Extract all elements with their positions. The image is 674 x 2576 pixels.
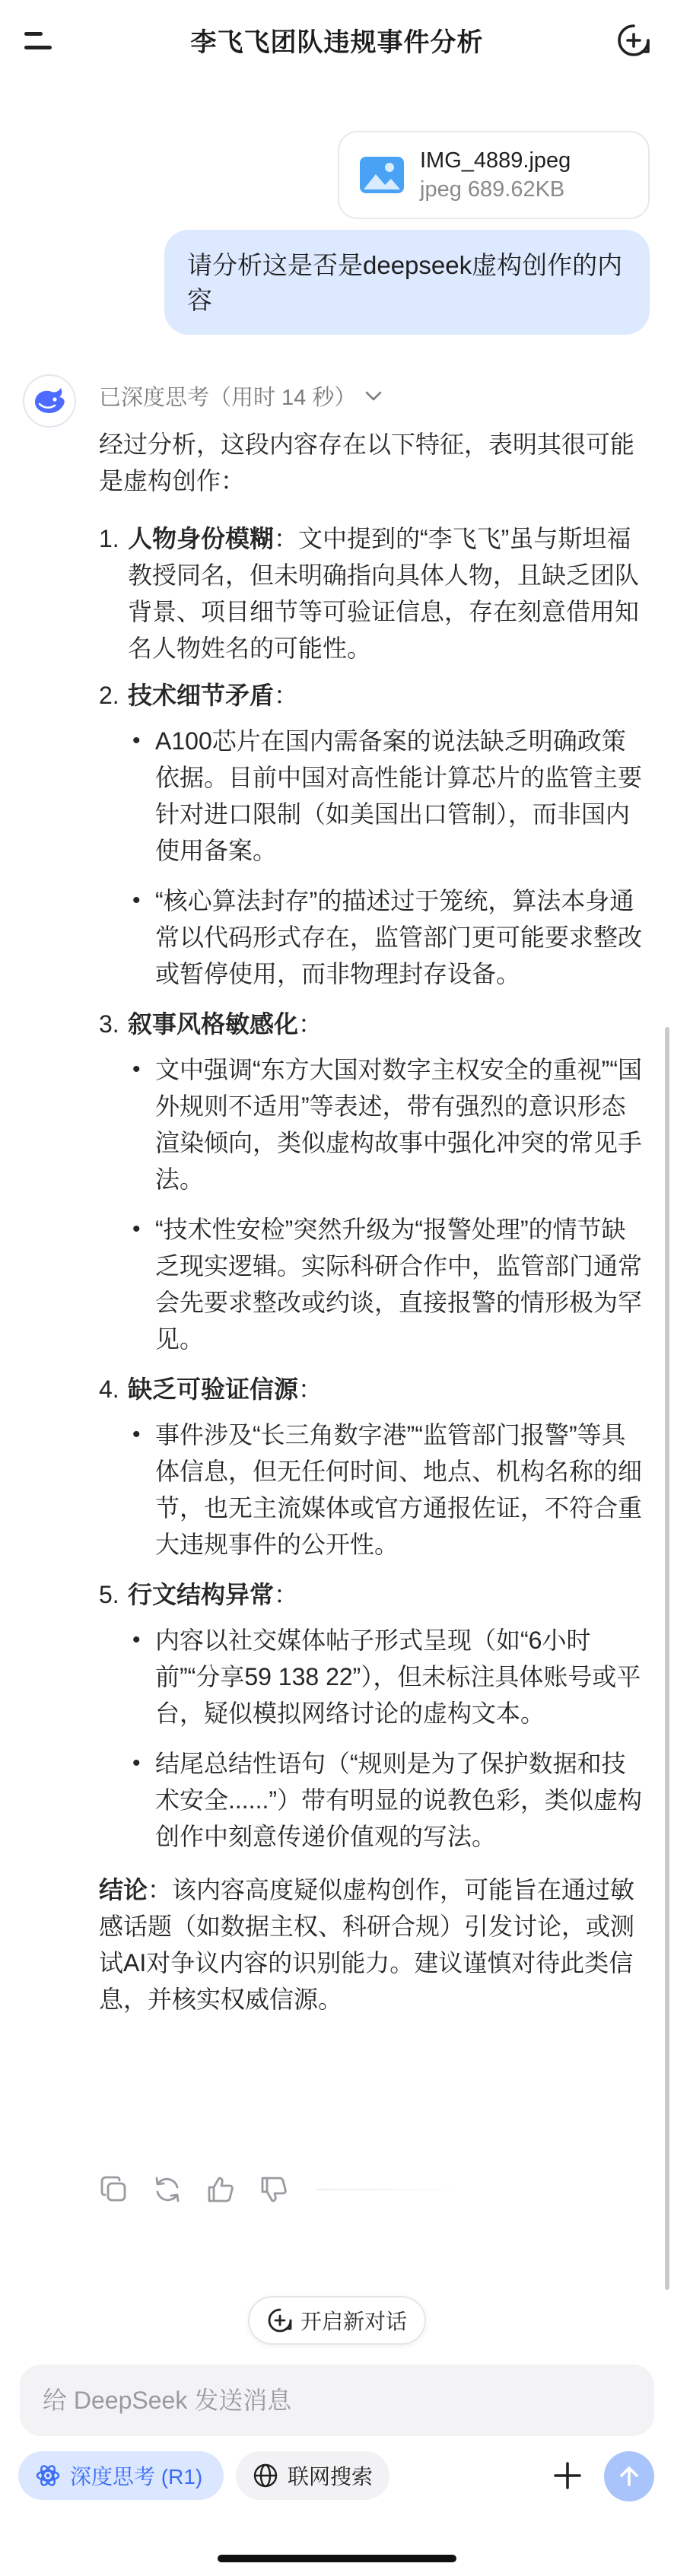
copy-icon[interactable] bbox=[99, 2174, 129, 2205]
list-item: • “技术性安检”突然升级为“报警处理”的情节缺乏现实逻辑。实际科研合作中，监管部门通常会先要求整改或约谈，直接报警的情形极为罕见。 bbox=[132, 1211, 647, 1357]
list-item: • A100芯片在国内需备案的说法缺乏明确政策依据。目前中国对高性能计算芯片的监管主要针对进口限制（如美国出口管制），而非国内使用备案。 bbox=[132, 723, 647, 869]
list-item: • 结尾总结性语句（“规则是为了保护数据和技术安全......”）带有明显的说教色彩，类似虚构创作中刻意传递价值观的写法。 bbox=[132, 1745, 647, 1855]
thumbs-up-icon[interactable] bbox=[205, 2174, 236, 2205]
user-message: 请分析这是否是deepseek虚构创作的内容 bbox=[164, 230, 650, 335]
list-item: • 事件涉及“长三角数字港”“监管部门报警”等具体信息，但无任何时间、地点、机构名称的细节，也无主流媒体或官方通报佐证，不符合重大违规事件的公开性。 bbox=[132, 1417, 647, 1563]
bullet-text: 事件涉及“长三角数字港”“监管部门报警”等具体信息，但无任何时间、地点、机构名称的细节，也无主流媒体或官方通报佐证，不符合重大违规事件的公开性。 bbox=[155, 1421, 643, 1558]
section-title: 行文结构异常 bbox=[128, 1581, 275, 1608]
new-chat-label: 开启新对话 bbox=[300, 2310, 407, 2333]
web-search-label: 联网搜索 bbox=[288, 2465, 374, 2489]
analysis-section bbox=[99, 1576, 647, 1855]
deep-think-toggle-button[interactable] bbox=[18, 2451, 224, 2500]
bullet-text: 内容以社交媒体帖子形式呈现（如“6小时前”“分享59 138 22”），但未标注具体账号或平台，疑似模拟网络讨论的虚构文本。 bbox=[155, 1627, 641, 1727]
section-number: 1. bbox=[99, 525, 119, 552]
list-item: • 文中强调“东方大国对数字主权安全的重视”“国外规则不适用”等表述，带有强烈的意识形态渲染倾向，类似虚构故事中强化冲突的常见手法。 bbox=[132, 1051, 647, 1197]
attachment-card[interactable] bbox=[338, 131, 650, 219]
new-chat-icon bbox=[267, 2307, 293, 2333]
bullet-text: 文中强调“东方大国对数字主权安全的重视”“国外规则不适用”等表述，带有强烈的意识形态渲染倾向，类似虚构故事中强化冲突的常见手法。 bbox=[155, 1056, 643, 1193]
divider bbox=[316, 2189, 469, 2190]
regenerate-icon[interactable] bbox=[152, 2174, 183, 2205]
conclusion-label: 结论 bbox=[99, 1876, 148, 1903]
section-number: 2. bbox=[99, 682, 119, 709]
arrow-up-icon bbox=[617, 2464, 641, 2489]
analysis-section bbox=[99, 1371, 647, 1563]
section-text: ： bbox=[274, 682, 299, 709]
analysis-section bbox=[99, 1006, 647, 1357]
section-title: 叙事风格敏感化 bbox=[128, 1010, 299, 1038]
menu-icon[interactable] bbox=[24, 30, 52, 50]
bullet-text: “技术性安检”突然升级为“报警处理”的情节缺乏现实逻辑。实际科研合作中，监管部门通常会先要求整改或约谈，直接报警的情形极为罕见。 bbox=[155, 1216, 643, 1353]
image-file-icon bbox=[359, 156, 405, 194]
section-text: ： bbox=[298, 1375, 323, 1403]
conclusion bbox=[99, 1872, 647, 2018]
scrollbar[interactable] bbox=[665, 1027, 669, 2290]
section-text: ：文中提到的“李飞飞”虽与斯坦福教授同名，但未明确指向具体人物，且缺乏团队背景、项目细节等可验证信息，存在刻意借用知名人物姓名的可能性。 bbox=[128, 525, 640, 662]
attachment-filename: IMG_4889.jpeg bbox=[420, 148, 571, 173]
top-bar bbox=[0, 0, 674, 79]
new-chat-icon[interactable] bbox=[616, 23, 651, 58]
chevron-down-icon bbox=[365, 391, 382, 402]
list-item: • 内容以社交媒体帖子形式呈现（如“6小时前”“分享59 138 22”），但未标注具体账号或平台，疑似模拟网络讨论的虚构文本。 bbox=[132, 1622, 647, 1732]
globe-icon bbox=[253, 2463, 278, 2489]
thumbs-down-icon[interactable] bbox=[259, 2174, 289, 2205]
chat-title: 李飞飞团队违规事件分析 bbox=[190, 27, 484, 57]
list-item: • “核心算法封存”的描述过于笼统，算法本身通常以代码形式存在，监管部门更可能要求整改或暂停使用，而非物理封存设备。 bbox=[132, 883, 647, 992]
bullet-text: A100芯片在国内需备案的说法缺乏明确政策依据。目前中国对高性能计算芯片的监管主要针对进口限制（如美国出口管制），而非国内使用备案。 bbox=[155, 727, 643, 864]
section-number: 3. bbox=[99, 1010, 119, 1038]
section-title: 人物身份模糊 bbox=[128, 525, 275, 552]
new-chat-button[interactable] bbox=[248, 2296, 426, 2345]
deep-think-chip-label: 深度思考 (R1) bbox=[70, 2465, 203, 2489]
deep-think-toggle[interactable] bbox=[99, 380, 382, 412]
analysis-section bbox=[99, 520, 647, 666]
message-input[interactable] bbox=[43, 2387, 631, 2415]
send-button[interactable] bbox=[604, 2451, 654, 2501]
attachment-size: jpeg 689.62KB bbox=[420, 177, 565, 202]
section-text: ： bbox=[274, 1581, 299, 1608]
message-actions bbox=[99, 2174, 469, 2205]
analysis-section bbox=[99, 677, 647, 992]
bullet-text: 结尾总结性语句（“规则是为了保护数据和技术安全......”）带有明显的说教色彩，类似虚构创作中刻意传递价值观的写法。 bbox=[155, 1750, 643, 1850]
message-input-box[interactable] bbox=[20, 2365, 654, 2436]
section-number: 4. bbox=[99, 1375, 119, 1403]
home-indicator bbox=[218, 2555, 456, 2562]
section-title: 缺乏可验证信源 bbox=[128, 1375, 299, 1403]
web-search-button[interactable] bbox=[236, 2451, 389, 2500]
deepseek-logo-icon bbox=[23, 374, 76, 428]
bullet-text: “核心算法封存”的描述过于笼统，算法本身通常以代码形式存在，监管部门更可能要求整改或暂停使用，而非物理封存设备。 bbox=[155, 887, 643, 987]
plus-icon[interactable] bbox=[548, 2456, 587, 2495]
assistant-message bbox=[99, 426, 647, 2037]
deep-think-label: 已深度思考（用时 14 秒） bbox=[99, 386, 357, 410]
answer-intro: 经过分析，这段内容存在以下特征，表明其很可能是虚构创作： bbox=[99, 431, 635, 495]
section-number: 5. bbox=[99, 1581, 119, 1608]
section-title: 技术细节矛盾 bbox=[128, 682, 275, 709]
conclusion-text: ：该内容高度疑似虚构创作，可能旨在通过敏感话题（如数据主权、科研合规）引发讨论，或测试AI对争议内容的识别能力。建议谨慎对待此类信息，并核实权威信源。 bbox=[99, 1876, 635, 2013]
section-text: ： bbox=[298, 1010, 323, 1038]
atom-icon bbox=[35, 2463, 61, 2489]
